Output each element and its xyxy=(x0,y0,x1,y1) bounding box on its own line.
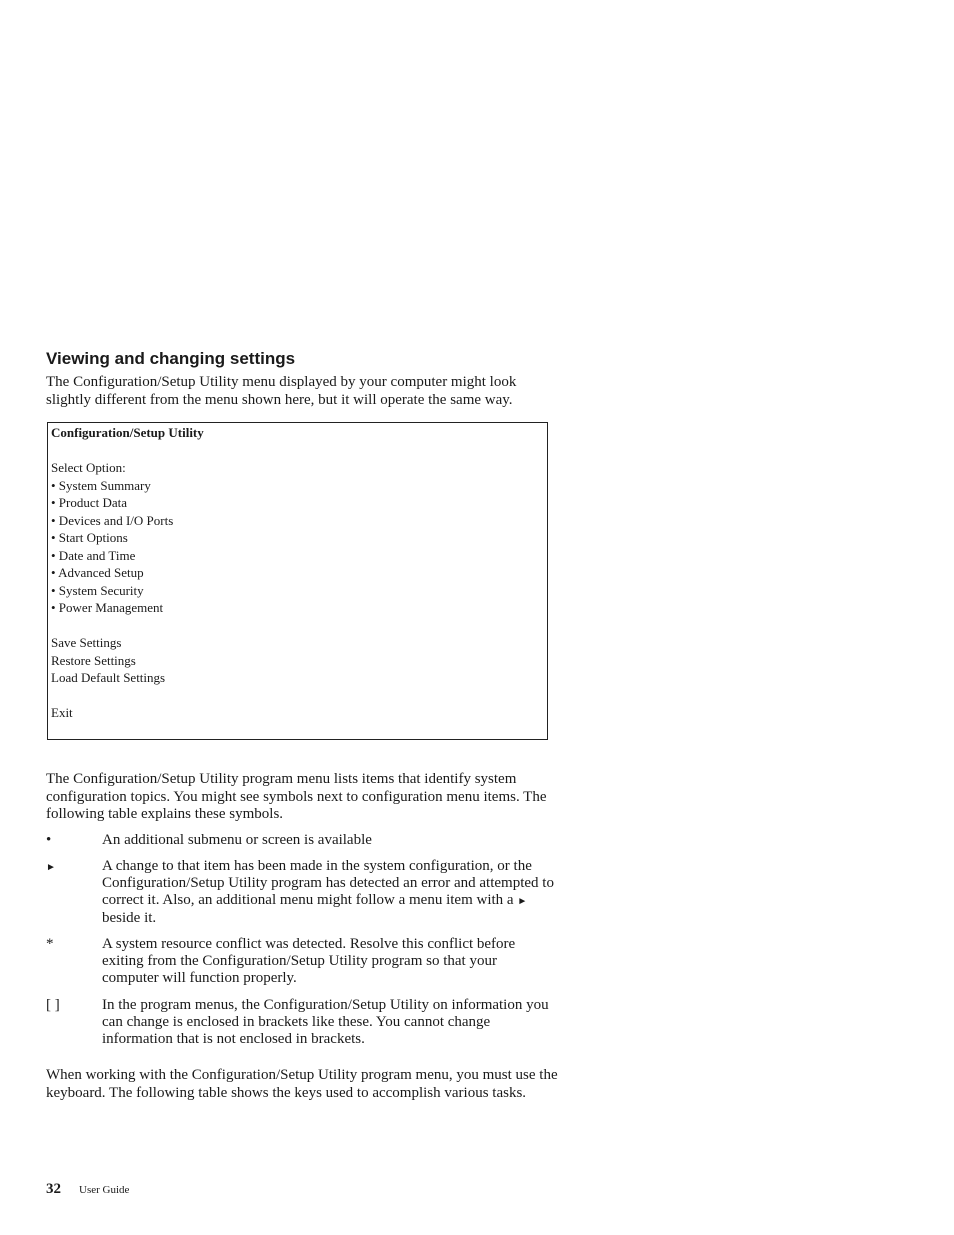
menu-exit: Exit xyxy=(51,705,73,720)
symbol-description: In the program menus, the Configuration/Setup Utility on information you can change is enclosed in brackets like these. You cannot change information that is not enclosed in brackets. xyxy=(102,997,549,1047)
symbol-description: A system resource conflict was detected. Resolve this conflict before exiting from the Configuration/Setup Utility program so that your computer will function properly. xyxy=(102,936,516,986)
symbol-asterisk: * xyxy=(46,936,54,952)
menu-option: • Date and Time xyxy=(51,547,136,563)
symbol-arrow: ► xyxy=(46,862,56,873)
symbol-description: A change to that item has been made in the system configuration, or the Configuration/Setup Utility program has detected an error and attempted to correct it. Also, an additional menu might follow a menu item with a ► beside it. xyxy=(102,858,554,926)
page-footer xyxy=(46,1180,129,1198)
intro-paragraph: The Configuration/Setup Utility menu displayed by your computer might look slightly different from the menu shown here, but it will operate the same way. xyxy=(46,374,517,408)
menu-option: • System Security xyxy=(51,582,144,598)
footer-label: User Guide xyxy=(79,1184,130,1196)
closing-paragraph: When working with the Configuration/Setup Utility program menu, you must use the keyboard. The following table shows the keys used to accomplish various tasks. xyxy=(46,1067,558,1101)
menu-option: • Product Data xyxy=(51,495,128,510)
symbols-intro-paragraph: The Configuration/Setup Utility program menu lists items that identify system configuration topics. You might see symbols next to configuration menu items. The following table explains these symbols. xyxy=(46,771,547,822)
menu-action: Load Default Settings xyxy=(51,670,166,685)
select-option-label: Select Option: xyxy=(51,460,126,475)
setup-menu-box xyxy=(47,422,548,740)
menu-option: • Devices and I/O Ports xyxy=(51,512,174,528)
arrow-icon: ► xyxy=(517,896,528,907)
menu-option: • Power Management xyxy=(51,600,164,615)
section-heading: Viewing and changing settings xyxy=(46,349,296,368)
menu-action: Save Settings xyxy=(51,635,122,650)
menu-action: Restore Settings xyxy=(51,652,136,668)
page-number: 32 xyxy=(46,1181,61,1197)
menu-option: • Advanced Setup xyxy=(51,565,144,580)
menu-option: • System Summary xyxy=(51,477,151,493)
symbol-description: An additional submenu or screen is available xyxy=(102,832,372,848)
symbol-brackets: [ ] xyxy=(46,997,60,1013)
menu-title: Configuration/Setup Utility xyxy=(51,425,204,440)
symbol-bullet: • xyxy=(46,832,52,848)
menu-option: • Start Options xyxy=(51,530,128,545)
